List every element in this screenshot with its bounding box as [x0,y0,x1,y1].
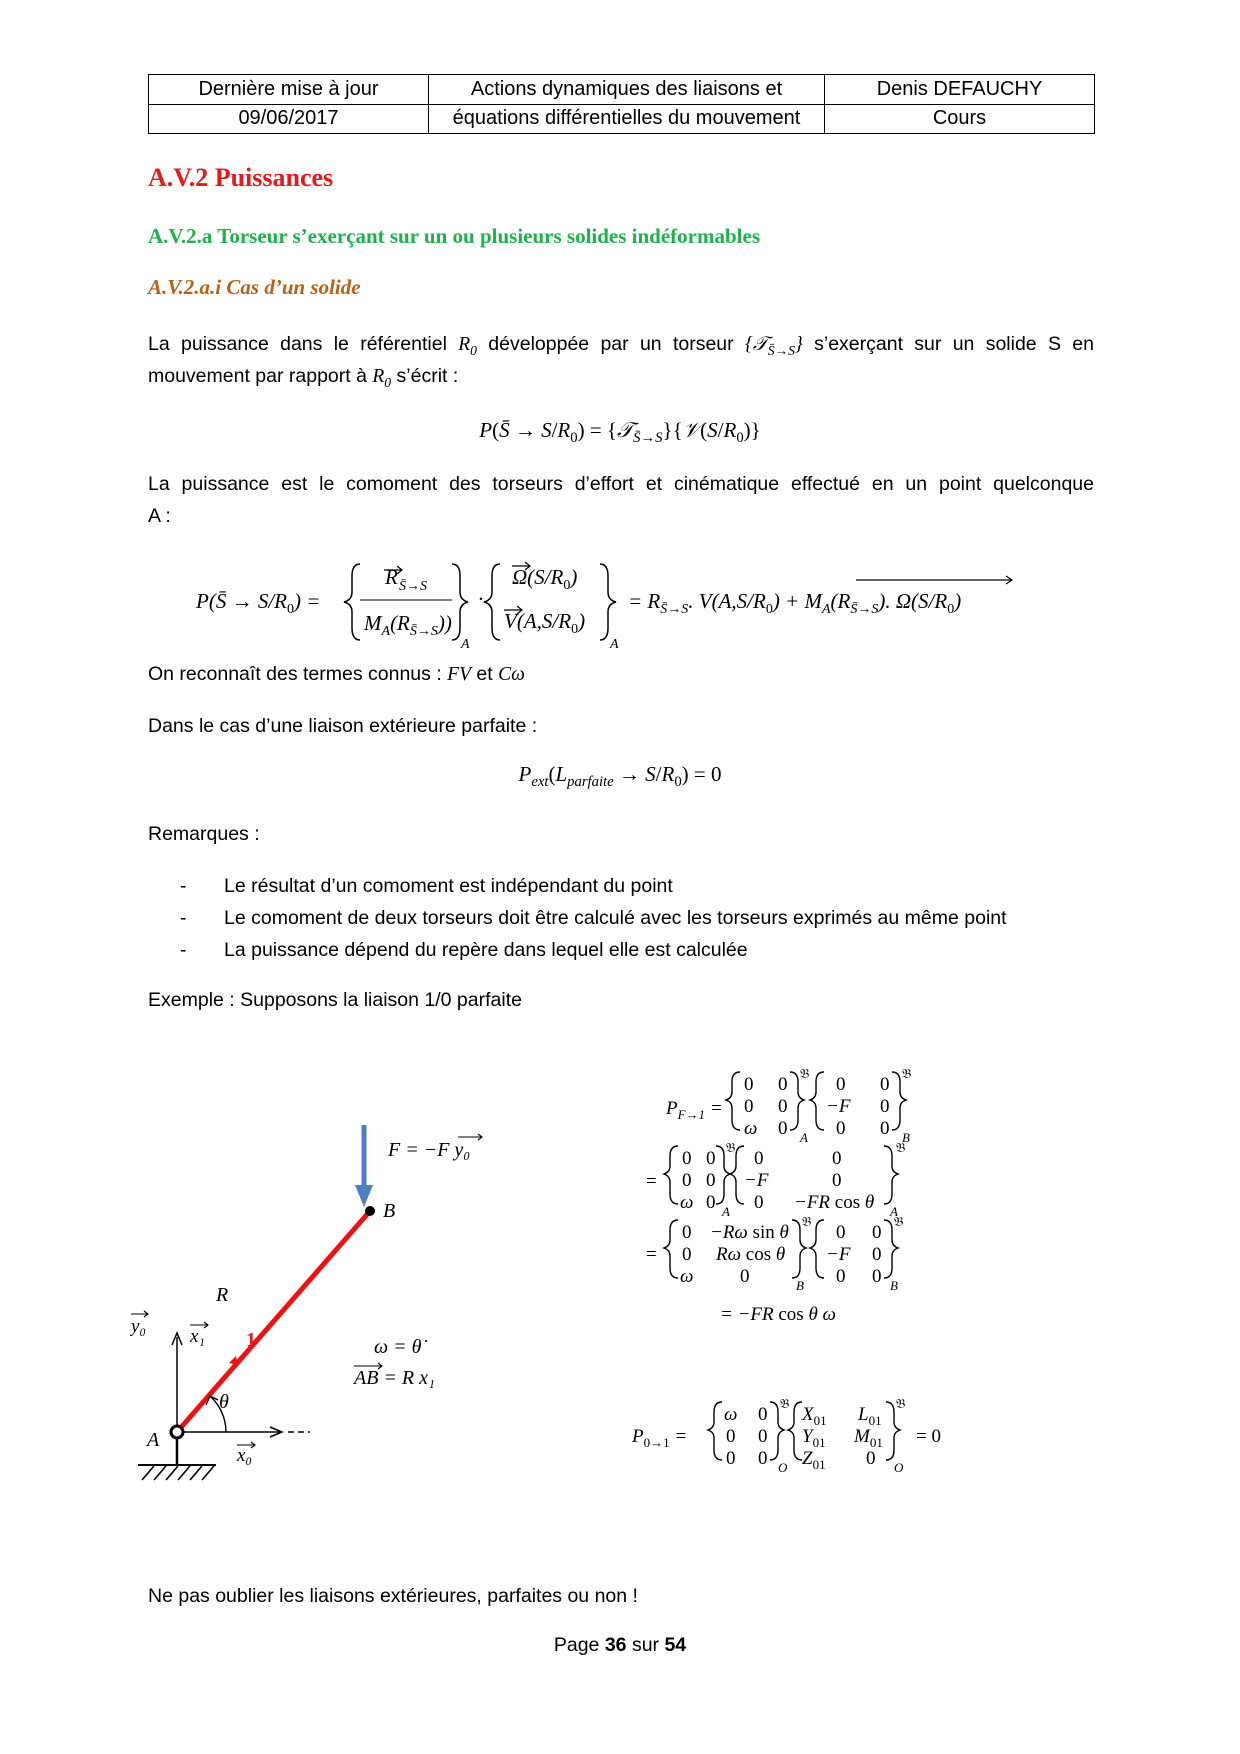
page-footer: Page 36 sur 54 [553,1634,687,1656]
svg-text:O: O [894,1460,904,1475]
svg-text:0: 0 [726,1426,736,1447]
svg-text:0: 0 [758,1404,768,1425]
header-table [148,74,1095,134]
svg-text:0: 0 [880,1074,890,1095]
svg-text:A: A [890,1204,898,1219]
svg-text:=: = [646,1244,657,1265]
svg-text:𝔅: 𝔅 [902,1066,912,1081]
svg-text:0: 0 [740,1266,750,1287]
svg-text:0: 0 [754,1192,764,1213]
svg-text:= 0: = 0 [916,1426,941,1447]
svg-text:𝔅: 𝔅 [780,1396,790,1411]
svg-text:= −FR cos θ ω: = −FR cos θ ω [720,1304,836,1325]
svg-text:=: = [646,1171,657,1192]
svg-text:𝔅: 𝔅 [894,1214,904,1229]
label-omega-def: ω = θ̇ [374,1336,422,1358]
svg-text:ω: ω [680,1192,694,1213]
svg-text:0: 0 [832,1170,842,1191]
svg-text:𝔅: 𝔅 [896,1396,906,1411]
subsubsection-heading: A.V.2.a.i Cas d’un solide [148,275,361,299]
svg-text:MA(RS̄→S)): $M_A(R_{S̄\to S})$) [364,611,452,639]
svg-text:B: B [796,1278,804,1293]
para1-line1: La puissance dans le référentiel $R_0$ développée par un torseur {𝒯$_{S̄\to S}$} s’exerçant sur un solide S en [148,333,1094,358]
header-date: 09/06/2017 [149,104,429,134]
svg-text:0: 0 [836,1074,846,1095]
svg-text:−F: −F [826,1244,851,1265]
svg-text:V(A,S/R0): $V(A,S/R_0)$ [504,609,586,637]
header-title-line1: Actions dynamiques des liaisons et [429,75,825,105]
subsection-heading: A.V.2.a Torseur s’exerçant sur un ou plusieurs solides indéformables [148,224,760,248]
example-text: Exemple : Supposons la liaison 1/0 parfaite [148,989,522,1011]
svg-text:0: 0 [872,1222,882,1243]
label-ab-def: AB = R x₁ [354,1367,435,1389]
svg-text:P0→1 =: $P_{0\to 1}$ = [632,1426,688,1450]
page-total: 54 [664,1634,687,1656]
label-x0: x₀ [237,1445,253,1466]
svg-text:O: O [778,1460,788,1475]
label-R: R [216,1284,229,1306]
svg-text:PF→1 =: $P_{F\to 1}$ = [666,1098,723,1122]
svg-text:Z01: $Z_{01}$ [802,1448,826,1472]
svg-text:S̄→S: S̄→S [399,579,427,594]
svg-text:0: 0 [832,1148,842,1169]
header-update-label: Dernière mise à jour [149,75,429,105]
svg-text:−FR cos θ: −FR cos θ [794,1192,875,1213]
svg-text:0: 0 [778,1096,788,1117]
svg-text:0: 0 [744,1096,754,1117]
closing-note: Ne pas oublier les liaisons extérieures, parfaites ou non ! [148,1585,638,1607]
svg-text:0: 0 [758,1448,768,1469]
mechanism-figure [130,1115,490,1490]
svg-text:𝔅: 𝔅 [896,1140,906,1155]
svg-text:0: 0 [706,1170,716,1191]
svg-text:0: 0 [778,1074,788,1095]
svg-text:0: 0 [754,1148,764,1169]
svg-text:M01: $M_{01}$ [854,1426,883,1450]
svg-text:B: B [902,1130,910,1145]
svg-text:A: A [461,637,470,648]
math-R0: $R_0$ [458,334,477,358]
svg-text:0: 0 [836,1222,846,1243]
svg-text:A: A [610,637,619,648]
remarks-title: Remarques : [148,823,260,845]
svg-text:0: 0 [726,1448,736,1469]
label-x1: x₁ [190,1326,206,1347]
header-doc-type: Cours [825,104,1095,134]
para4: Dans le cas d’une liaison extérieure parfaite : [148,715,538,737]
header-author: Denis DEFAUCHY [825,75,1095,105]
svg-text:·: · [478,587,484,611]
header-title-line2: équations différentielles du mouvement [429,104,825,134]
svg-text:ω: ω [724,1404,738,1425]
svg-text:A: A [722,1204,730,1219]
svg-text:0: 0 [872,1266,882,1287]
power-calculation-link [630,1390,990,1480]
para3: On reconnaît des termes connus : FV et Cω [148,663,525,685]
svg-text:0: 0 [836,1118,846,1139]
svg-text:ω: ω [680,1266,694,1287]
svg-text:−F: −F [826,1096,851,1117]
equation-comoment [190,548,1090,648]
math-torseur: {𝒯$_{S̄\to S}$} [744,334,803,358]
svg-text:𝔅: 𝔅 [802,1214,812,1229]
svg-text:0: 0 [872,1244,882,1265]
svg-text:0: 0 [682,1222,692,1243]
page-number: 36 [604,1634,627,1656]
svg-text:P(S̄ → S/R0) =: P(S̄ → $S/R_0$) = [196,589,321,617]
para2-line2: A : [148,505,171,527]
para1-line2: mouvement par rapport à $R_0$ s’écrit : [148,365,459,390]
svg-text:L01: $L_{01}$ [858,1404,882,1428]
svg-text:R: R [385,565,398,589]
label-y0: y₀ [131,1316,147,1337]
svg-text:ω: ω [744,1118,758,1139]
label-force: F = −F y₀ [388,1139,471,1161]
power-calculation-F [640,1062,970,1342]
svg-text:Rω cos θ: Rω cos θ [716,1244,786,1265]
label-A: A [147,1429,160,1451]
svg-text:𝔅: 𝔅 [800,1066,810,1081]
svg-text:X01: $X_{01}$ [802,1404,827,1428]
para2-line1: La puissance est le comoment des torseurs d’effort et cinématique effectué en un point quelconque [148,473,1094,495]
svg-text:B: B [890,1278,898,1293]
svg-text:0: 0 [682,1170,692,1191]
svg-text:0: 0 [880,1096,890,1117]
label-theta: θ [219,1391,229,1413]
svg-text:0: 0 [880,1118,890,1139]
svg-text:Y01: $Y_{01}$ [802,1426,826,1450]
svg-text:0: 0 [706,1192,716,1213]
label-B: B [383,1200,396,1222]
svg-text:0: 0 [682,1244,692,1265]
section-heading: A.V.2 Puissances [148,163,334,192]
equation-perfect-link: $P_{ext}(L_{parfaite} \to S/R_0) = 0$ [518,762,722,791]
svg-text:−F: −F [744,1170,769,1191]
svg-text:0: 0 [778,1118,788,1139]
svg-text:0: 0 [744,1074,754,1095]
svg-text:−Rω sin θ: −Rω sin θ [710,1222,789,1243]
svg-text:0: 0 [706,1148,716,1169]
svg-text:Ω(S/R0): $\Omega(S/R_0)$ [512,565,578,593]
svg-text:0: 0 [758,1426,768,1447]
svg-text:A: A [800,1130,808,1145]
svg-text:0: 0 [866,1448,876,1469]
svg-text:0: 0 [836,1266,846,1287]
equation-power-definition: P(S̄ → $S/R_0$) = $\{𝒯_{S̄\to S}\}\{𝒱(S/R_0)\}$ [479,418,761,447]
svg-text:𝔅: 𝔅 [726,1140,736,1155]
svg-text:0: 0 [682,1148,692,1169]
svg-text:= RS̄→S. V(A,S/R0) + MA(RS̄→S): = $R_{S̄\to S}$. $V(A,S/R_0) + M_A(R_{S̄\to S})$. $\Omega(S/R_0)$ [628,589,962,617]
label-solid-1: 1 [246,1329,256,1351]
